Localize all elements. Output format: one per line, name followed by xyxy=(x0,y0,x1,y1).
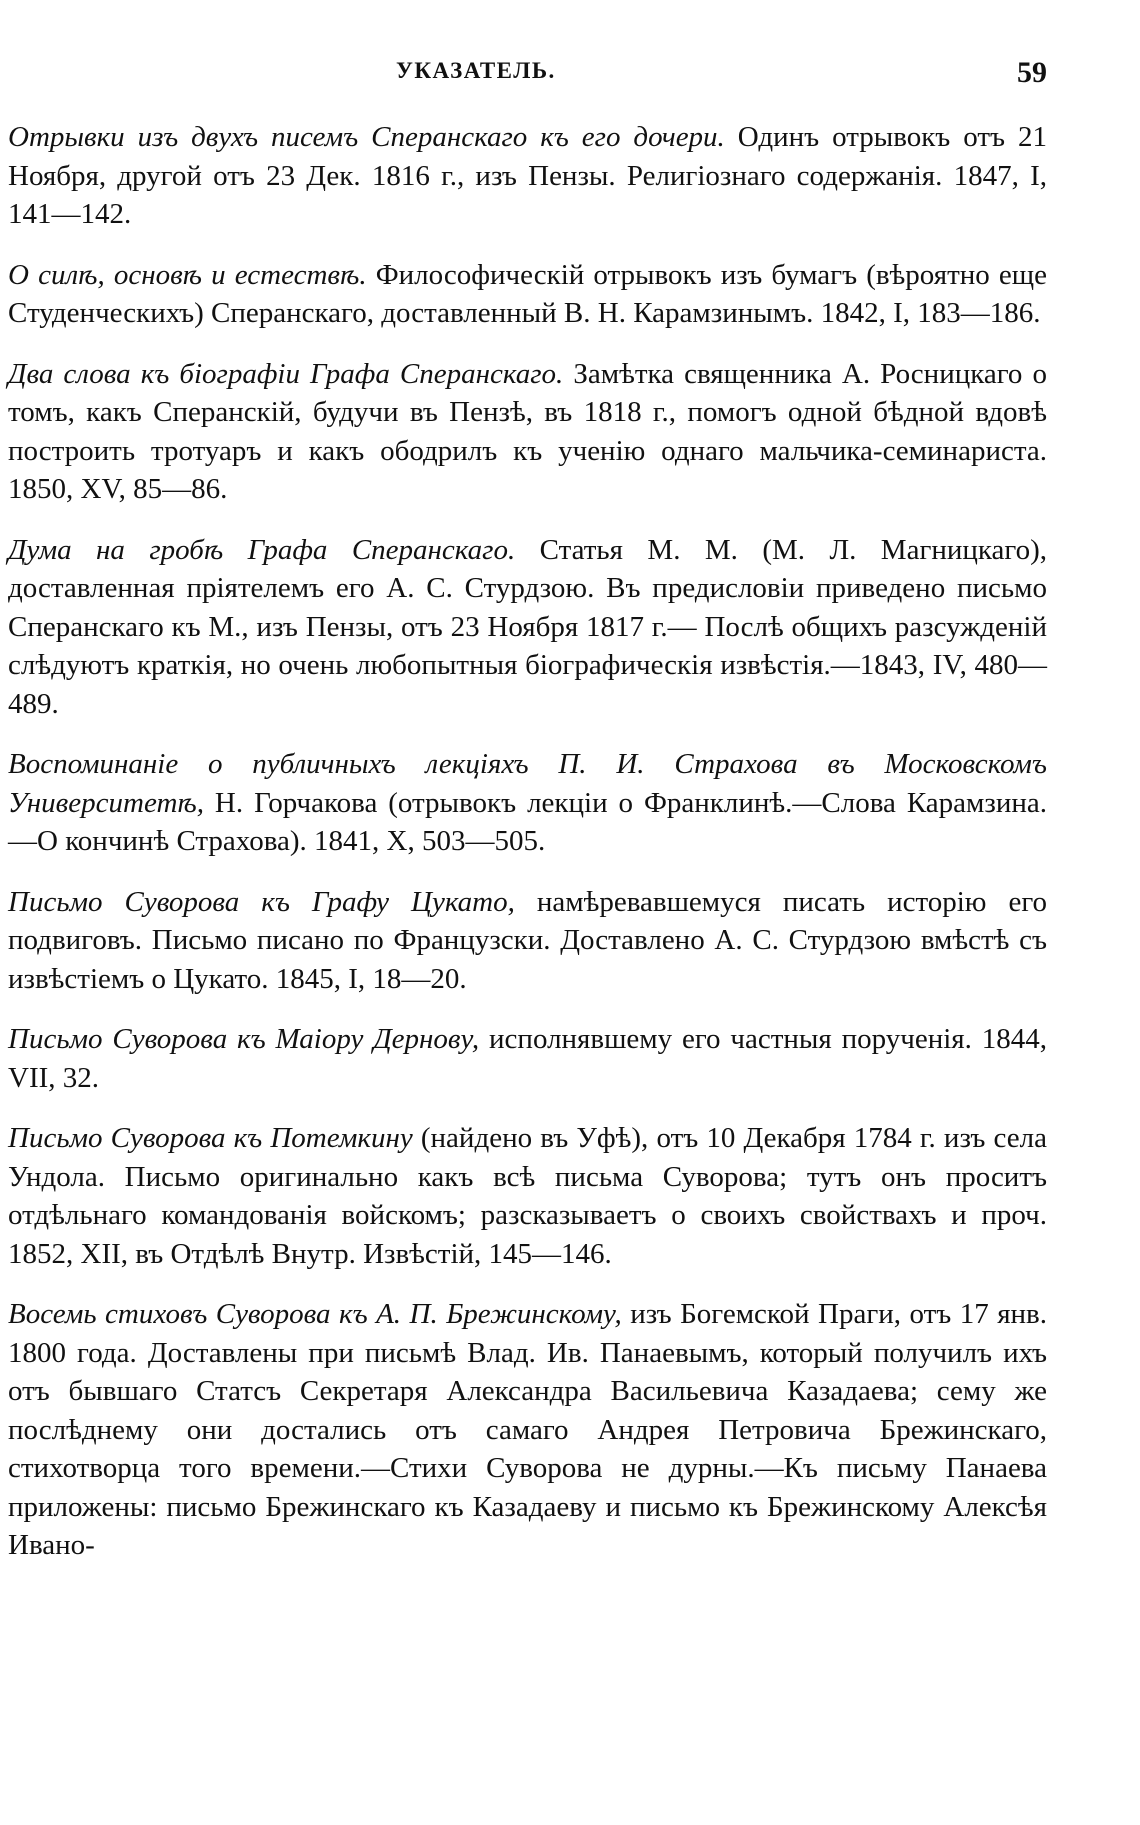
index-entry xyxy=(8,1295,1047,1565)
index-entry xyxy=(8,1020,1047,1097)
index-entry xyxy=(8,531,1047,724)
index-entry xyxy=(8,118,1047,234)
entry-title: Отрывки изъ двухъ писемъ Сперанскаго къ его дочери. xyxy=(8,121,725,153)
entry-body: (найдено въ Уфѣ), отъ 10 Декабря 1784 г. изъ села Ундола. Письмо оригинально какъ всѣ письма Суворова; тутъ онъ проситъ отдѣльнаго командованія войскомъ; разсказываетъ о своихъ свойствахъ и проч. 1852, XII, въ Отдѣлѣ Внутр. Извѣстій, 145—146. xyxy=(8,1122,1047,1270)
page-number: 59 xyxy=(1017,56,1047,89)
entry-title: Восемь стиховъ Суворова къ А. П. Брежинскому, xyxy=(8,1298,622,1330)
entry-body: намѣревавшемуся писать исторію его подвиговъ. Письмо писано по Французски. Доставлено А. С. Стурдзою вмѣстѣ съ извѣстіемъ о Цукато. 1845, I, 18—20. xyxy=(8,885,1047,995)
entry-title: Письмо Суворова къ Потемкину xyxy=(8,1122,413,1154)
entry-title: Воспоминаніе о публичныхъ лекціяхъ П. И. Страхова въ Московскомъ Университетѣ, xyxy=(8,748,1047,819)
entry-title: Два слова къ біографіи Графа Сперанскаго. xyxy=(8,357,564,390)
index-entry xyxy=(8,256,1047,333)
entry-body: Статья М. М. (М. Л. Магницкаго), доставленная пріятелемъ его А. С. Стурдзою. Въ предисловіи приведено письмо Сперанскаго къ М., изъ Пензы, отъ 23 Ноября 1817 г.— Послѣ общихъ разсужденій слѣдуютъ краткія, но очень любопытныя біографическія извѣстія.—1843, IV, 480—489. xyxy=(8,533,1048,720)
entry-body: Замѣтка священника А. Росницкаго о томъ, какъ Сперанскій, будучи въ Пензѣ, въ 1818 г., помогъ одной бѣдной вдовѣ построить тротуаръ и какъ ободрилъ къ ученію однаго мальчика-семинариста. 1850, XV, 85—86. xyxy=(8,357,1047,505)
entry-body: исполнявшему его частныя порученія. 1844, VII, 32. xyxy=(8,1023,1047,1094)
entry-body: Философическій отрывокъ изъ бумагъ (вѣроятно еще Студенческихъ) Сперанскаго, доставленный В. Н. Карамзинымъ. 1842, I, 183—186. xyxy=(8,258,1048,329)
entry-body: изъ Богемской Праги, отъ 17 янв. 1800 года. Доставлены при письмѣ Влад. Ив. Панаевымъ, который получилъ ихъ отъ бывшаго Статсъ Секретаря Александра Васильевича Казадаева; сему же послѣднему они достались отъ самаго Андрея Петровича Брежинскаго, стихотворца того времени.—Стихи Суворова не дурны.—Къ письму Панаева приложены: письмо Брежинскаго къ Казадаеву и письмо къ Брежинскому Алексѣя Ивано- xyxy=(8,1298,1047,1561)
index-entry xyxy=(8,355,1047,509)
entry-title: Письмо Суворова къ Маіору Дернову, xyxy=(8,1023,480,1055)
entry-title: Дума на гробѣ Графа Сперанскаго. xyxy=(8,533,516,566)
index-entry xyxy=(8,1119,1047,1273)
index-entry xyxy=(8,883,1047,999)
running-head xyxy=(8,58,1047,98)
entry-body: Н. Горчакова (отрывокъ лекціи о Франклинѣ.—Слова Карамзина.—О кончинѣ Страхова). 1841, X, 503—505. xyxy=(8,786,1047,857)
running-title: УКАЗАТЕЛЬ. xyxy=(396,58,556,83)
entry-title: Письмо Суворова къ Графу Цукато, xyxy=(8,885,515,918)
entry-body: Одинъ отрывокъ отъ 21 Ноября, другой отъ 23 Дек. 1816 г., изъ Пензы. Религіознаго содержанія. 1847, I, 141—142. xyxy=(8,121,1047,230)
entry-title: О силѣ, основѣ и естествѣ. xyxy=(8,258,367,291)
index-entry xyxy=(8,745,1047,861)
